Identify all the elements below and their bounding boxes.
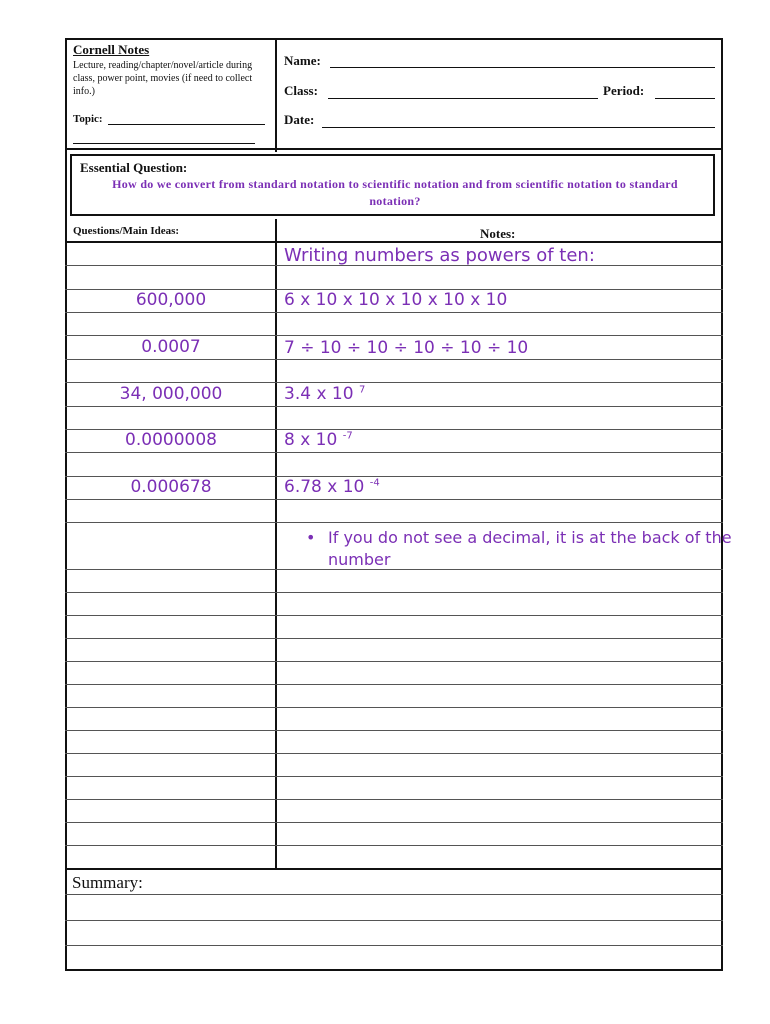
document-title: Cornell Notes	[73, 42, 150, 57]
grid-row-line	[65, 406, 723, 407]
name-label: Name:	[284, 53, 321, 68]
cue-34000000: 34, 000,000	[119, 384, 223, 404]
note-00007	[284, 338, 528, 358]
name-field[interactable]	[330, 67, 715, 68]
grid-row-line	[65, 592, 723, 593]
note-00000008	[284, 430, 353, 450]
grid-row-line	[65, 845, 723, 846]
note-base: 7 ÷ 10 ÷ 10 ÷ 10 ÷ 10 ÷ 10	[284, 338, 529, 358]
note-base: 8 x 10	[284, 430, 338, 450]
summary-line	[65, 894, 723, 895]
note-base: 6 x 10 x 10 x 10 x 10 x 10	[284, 290, 508, 310]
summary-line	[65, 945, 723, 946]
header-bottom-rule	[65, 148, 723, 150]
document-description: Lecture, reading/chapter/novel/article during class, power point, movies (if need to collect info.)	[73, 60, 253, 97]
note-exponent: -7	[342, 430, 353, 442]
note-base: 6.78 x 10	[284, 477, 365, 497]
grid-row-line	[65, 707, 723, 708]
main-column-divider	[275, 219, 277, 869]
period-field[interactable]	[655, 98, 715, 99]
grid-row-line	[65, 730, 723, 731]
note-0000678	[284, 477, 380, 497]
grid-row-line	[65, 799, 723, 800]
grid-row-line	[65, 638, 723, 639]
note-base: 3.4 x 10	[284, 384, 354, 404]
class-field[interactable]	[328, 98, 598, 99]
grid-row-line	[65, 335, 723, 336]
summary-line	[65, 920, 723, 921]
date-field[interactable]	[322, 127, 715, 128]
grid-row-line	[65, 499, 723, 500]
grid-row-line	[65, 359, 723, 360]
questions-column-header: Questions/Main Ideas:	[73, 225, 180, 237]
essential-question-label: Essential Question:	[80, 160, 188, 175]
topic-label: Topic:	[73, 113, 103, 125]
class-label: Class:	[284, 83, 318, 98]
topic-line[interactable]	[108, 124, 265, 125]
summary-top-rule	[65, 868, 723, 870]
note-bullet	[304, 527, 743, 571]
notes-heading: Writing numbers as powers of ten:	[284, 245, 595, 266]
notes-column-header: Notes:	[480, 226, 516, 241]
note-exponent: -4	[369, 477, 380, 489]
note-34000000	[284, 384, 365, 404]
header-divider	[275, 38, 277, 152]
cue-0000678: 0.000678	[130, 477, 212, 497]
grid-row-line	[65, 522, 723, 523]
cue-00007: 0.0007	[141, 337, 201, 357]
grid-row-line	[65, 312, 723, 313]
cue-600000: 600,000	[135, 290, 207, 310]
grid-row-line	[65, 822, 723, 823]
summary-label: Summary:	[72, 873, 143, 892]
column-header-rule	[65, 241, 723, 243]
bullet-dot-icon: •	[306, 528, 316, 547]
essential-question-text: How do we convert from standard notation to scientific notation and from scientific notation to standard notation?	[112, 177, 678, 208]
date-label: Date:	[284, 112, 315, 127]
grid-row-line	[65, 615, 723, 616]
period-label: Period:	[603, 83, 645, 98]
grid-row-line	[65, 382, 723, 383]
note-bullet-text: If you do not see a decimal, it is at the back of the number	[328, 528, 732, 569]
grid-row-line	[65, 753, 723, 754]
note-exponent: 7	[358, 384, 366, 396]
grid-row-line	[65, 776, 723, 777]
note-600000	[284, 290, 507, 310]
cue-00000008: 0.0000008	[125, 430, 217, 450]
topic-line-2[interactable]	[73, 143, 255, 144]
grid-row-line	[65, 661, 723, 662]
grid-row-line	[65, 452, 723, 453]
grid-row-line	[65, 684, 723, 685]
